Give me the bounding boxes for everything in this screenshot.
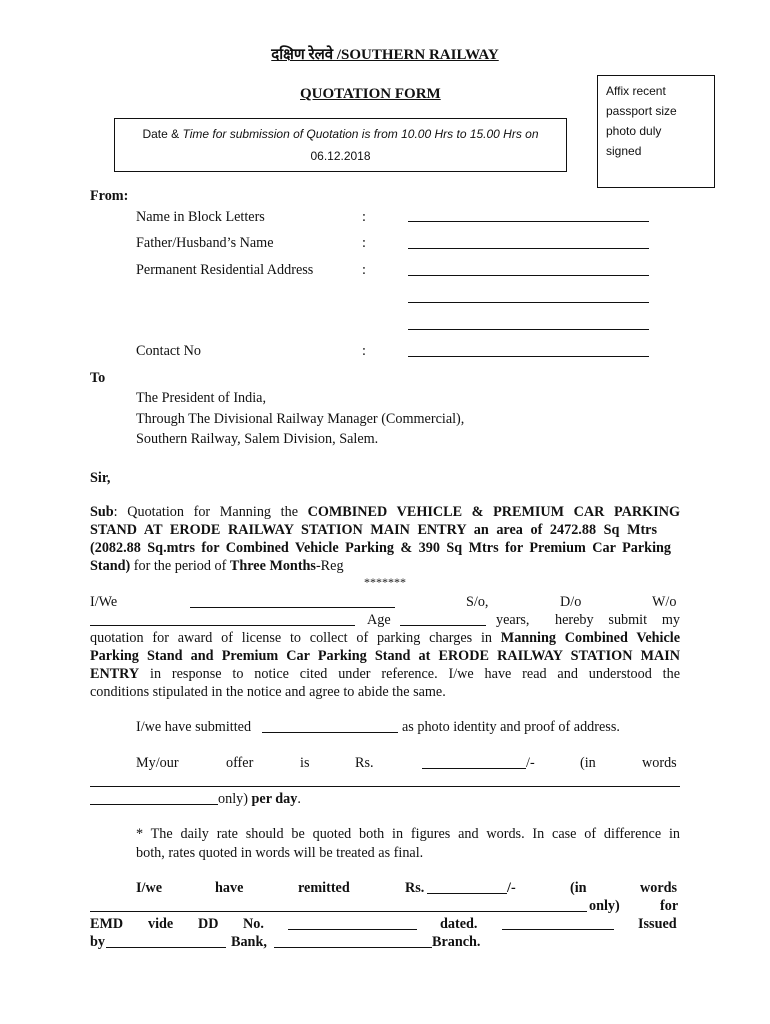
subject-line-3: (2082.88 Sq.mtrs for Combined Vehicle Parking & 390 Sq Mtrs for Premium Car Parking [90, 540, 671, 556]
photo-box-line: photo duly [606, 124, 662, 138]
name-field[interactable] [408, 221, 649, 222]
branch-name-field[interactable] [274, 947, 432, 948]
remit-for: for [660, 898, 679, 914]
relation-name-field[interactable] [90, 625, 355, 626]
parking-line: Parking Stand and Premium Car Parking Stand at ERODE RAILWAY STATION MAIN [90, 648, 680, 664]
submitted-label: I/we have submitted [136, 719, 252, 735]
photo-box-line: Affix recent [606, 84, 666, 98]
iwe-label: I/We [90, 594, 118, 610]
name-label: Name in Block Letters [136, 209, 265, 225]
photo-box-line: passport size [606, 104, 677, 118]
form-title: QUOTATION FORM [300, 86, 441, 102]
per-day-line: only) per day. [218, 791, 301, 807]
offer-words-field-2[interactable] [90, 804, 218, 805]
offer-words-label: words [642, 755, 677, 771]
wo-label: W/o [652, 594, 677, 610]
emd-word: EMD [90, 916, 124, 932]
applicant-name-field[interactable] [190, 607, 395, 608]
issued-label: Issued [638, 916, 677, 932]
offer-word: My/our [136, 755, 179, 771]
separator-stars: ******* [364, 575, 406, 589]
photo-identity-field[interactable] [262, 732, 398, 733]
address-field-2[interactable] [408, 302, 649, 303]
conditions-line: conditions stipulated in the notice and agree to abide the same. [90, 684, 446, 700]
subject-label: Sub [90, 504, 114, 520]
submission-notice-box [114, 118, 567, 172]
hereby-text: hereby submit my [555, 612, 680, 628]
colon: : [362, 209, 366, 225]
emd-word: DD [198, 916, 219, 932]
subject-line-2: STAND AT ERODE RAILWAY STATION MAIN ENTRY an area of 2472.88 Sq Mtrs [90, 522, 657, 538]
remit-only: only) [589, 898, 620, 914]
entry-line: ENTRY in response to notice cited under reference. I/we have read and understood the [90, 666, 680, 682]
do-label: D/o [560, 594, 582, 610]
father-husband-field[interactable] [408, 248, 649, 249]
offer-word: Rs. [355, 755, 374, 771]
offer-in: (in [580, 755, 596, 771]
by-label: by [90, 934, 105, 950]
submission-notice-line2: 06.12.2018 [310, 149, 371, 163]
remit-words-field[interactable] [90, 911, 587, 912]
remit-word: I/we [136, 880, 163, 896]
so-label: S/o, [466, 594, 489, 610]
note-line-1: * The daily rate should be quoted both in figures and words. In case of difference in [136, 826, 680, 842]
bank-name-field[interactable] [106, 947, 226, 948]
address-line: Southern Railway, Salem Division, Salem. [136, 431, 379, 447]
address-line: The President of India, [136, 390, 267, 406]
remit-word: have [215, 880, 244, 896]
subject-line-1: Sub: Quotation for Manning the COMBINED VEHICLE & PREMIUM CAR PARKING [90, 504, 680, 520]
from-label: From: [90, 188, 129, 204]
address-line: Through The Divisional Railway Manager (Commercial), [136, 411, 465, 427]
contact-label: Contact No [136, 343, 202, 359]
age-label: Age [367, 612, 391, 628]
remit-word: Rs. [405, 880, 425, 896]
submitted-suffix: as photo identity and proof of address. [402, 719, 620, 735]
note-line-2: both, rates quoted in words will be treated as final. [136, 845, 424, 861]
branch-label: Branch. [432, 934, 481, 950]
address-field-3[interactable] [408, 329, 649, 330]
emd-word: vide [148, 916, 174, 932]
emd-word: No. [243, 916, 264, 932]
offer-amount-field[interactable] [422, 768, 526, 769]
dated-label: dated. [440, 916, 478, 932]
subject-line-4: Stand) for the period of Three Months-Reg [90, 558, 344, 574]
page-title: दक्षिण रेलवे /SOUTHERN RAILWAY [271, 47, 499, 63]
dd-date-field[interactable] [502, 929, 614, 930]
age-field[interactable] [400, 625, 486, 626]
photo-box-line: signed [606, 144, 642, 158]
remit-word: remitted [298, 880, 350, 896]
remit-in: (in [570, 880, 587, 896]
remit-words-label: words [640, 880, 678, 896]
offer-word: offer [226, 755, 254, 771]
photo-box [597, 75, 715, 188]
remit-amount-field[interactable] [427, 893, 507, 894]
offer-slash: /- [526, 755, 535, 771]
salutation: Sir, [90, 470, 111, 486]
colon: : [362, 343, 366, 359]
submission-notice-line1: Date & Time for submission of Quotation is from 10.00 Hrs to 15.00 Hrs on [142, 127, 539, 141]
father-husband-label: Father/Husband’s Name [136, 235, 274, 251]
address-field-1[interactable] [408, 275, 649, 276]
offer-words-field-1[interactable] [90, 786, 680, 787]
contact-field[interactable] [408, 356, 649, 357]
dd-number-field[interactable] [288, 929, 417, 930]
bank-label: Bank, [231, 934, 267, 950]
to-label: To [90, 370, 106, 386]
years-label: years, [496, 612, 530, 628]
colon: : [362, 262, 366, 278]
quotation-line: quotation for award of license to collect of parking charges in Manning Combined Vehicle [90, 630, 680, 646]
offer-word: is [300, 755, 310, 771]
colon: : [362, 235, 366, 251]
remit-slash: /- [507, 880, 516, 896]
address-label: Permanent Residential Address [136, 262, 314, 278]
